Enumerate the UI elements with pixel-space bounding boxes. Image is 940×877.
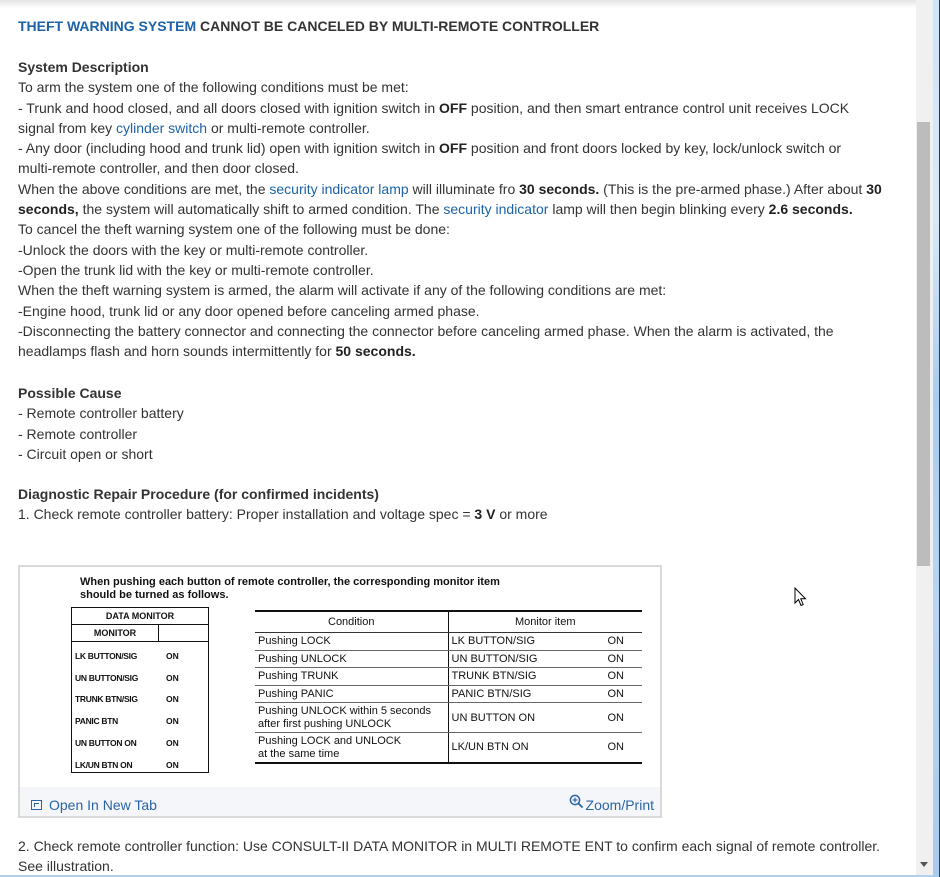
condition-cell [255,733,448,763]
mouse-cursor-icon [794,587,808,608]
diagnostic-step-2: 2. Check remote controller function: Use CONSULT-II DATA MONITOR in MULTI REMOTE ENT to confirm each signal of remote controller. [18,838,881,854]
data-monitor-rows [72,642,208,776]
state-cell: ON [585,668,642,686]
table-row [255,685,642,703]
zoom-print-label: Zoom/Print [585,797,654,813]
data-monitor-row [72,689,208,711]
table-row [255,668,642,686]
bold-text: 30 seconds. [519,180,600,197]
state-cell: ON [585,703,642,733]
bold-text: OFF [439,140,468,157]
condition-header: Condition [255,611,448,633]
open-in-new-tab-button[interactable] [31,795,157,815]
new-tab-icon [31,800,42,810]
figure-footer [20,791,660,816]
text: (This is the pre-armed phase.) After about [599,180,867,197]
bold-text: 2.6 seconds. [768,201,853,218]
arm-condition-1 [18,98,898,118]
data-monitor-panel [71,607,209,773]
table-row [255,733,642,763]
table-row [255,633,642,651]
data-monitor-row [72,645,208,667]
illustration-figure [18,565,662,818]
monitor-name: LK BUTTON/SIG [75,650,138,661]
possible-cause-heading: Possible Cause [18,385,122,401]
bold-text: seconds, [18,201,79,218]
text: position, and then smart entrance control unit receives LOCK [467,99,850,116]
system-description-heading: System Description [18,59,149,75]
monitor-value: ON [166,716,179,727]
diagnostic-section [18,484,898,525]
condition-line: Pushing LOCK and UNLOCK [258,735,402,748]
condition-cell [255,703,448,733]
bold-text: 50 seconds. [335,343,416,360]
alarm-item-2: -Disconnecting the battery connector and connecting the connector before canceling armed phase. When the alarm is activated, the [18,322,834,339]
caption-line: should be turned as follows. [80,589,229,601]
cancel-item-2: -Open the trunk lid with the key or multi-remote controller. [18,261,374,278]
monitor-name: PANIC BTN [75,716,118,727]
document-content [18,0,908,877]
vertical-scrollbar[interactable] [916,0,933,877]
cancel-intro: To cancel the theft warning system one of the following must be done: [18,221,450,238]
zoom-in-icon [569,794,584,809]
caption-line: When pushing each button of remote controller, the corresponding monitor item [80,576,500,588]
monitor-value: ON [166,650,179,661]
condition-cell: Pushing TRUNK [255,668,448,686]
monitor-item-cell: LK/UN BTN ON [448,733,585,763]
text: When the above conditions are met, the [18,180,270,197]
bold-text: 30 [866,180,882,197]
window-frame-edge [933,0,940,877]
diagnostic-step-2-cont: See illustration. [18,858,114,875]
arm-condition-2 [18,138,898,158]
illustration-image[interactable] [20,567,660,787]
condition-cell: Pushing UNLOCK [255,650,448,668]
page-title [18,16,599,36]
state-cell: ON [585,650,642,668]
alarm-item-1: -Engine hood, trunk lid or any door opened before canceling armed phase. [18,302,480,319]
diagnostic-heading: Diagnostic Repair Procedure (for confirmed incidents) [18,486,379,502]
text: will illuminate fro [408,180,520,197]
text: or more [495,506,548,523]
data-monitor-header [72,625,208,642]
arm-condition-2-cont: multi-remote controller, and then door closed. [18,160,299,177]
monitor-name: UN BUTTON/SIG [75,672,139,683]
cause-item: - Remote controller battery [18,405,184,422]
monitor-name: UN BUTTON ON [75,737,137,748]
figure-caption [80,576,500,602]
state-cell: ON [585,685,642,703]
monitor-value: ON [166,694,179,705]
text: 1. Check remote controller battery: Proper installation and voltage spec = [18,506,475,523]
alarm-item-2-cont [18,341,898,361]
security-indicator-lamp-link[interactable]: security indicator lamp [269,180,409,197]
data-monitor-row [72,754,208,776]
zoom-print-button[interactable] [569,795,654,815]
text: position and front doors locked by key, lock/unlock switch or [467,140,842,157]
table-row [255,650,642,668]
arm-condition-1-cont [18,118,898,138]
cause-item: - Circuit open or short [18,445,153,462]
text: - Trunk and hood closed, and all doors closed with ignition switch in [18,99,440,116]
text: the system will automatically shift to armed condition. The [78,201,444,218]
open-in-new-tab-label: Open In New Tab [49,797,157,813]
cause-item: - Remote controller [18,425,138,442]
text: lamp will then begin blinking every [548,201,769,218]
possible-cause-section [18,383,898,464]
cylinder-switch-link[interactable]: cylinder switch [116,119,208,136]
armed-line-2 [18,199,898,219]
text: or multi-remote controller. [207,119,370,136]
monitor-value: ON [166,672,179,683]
data-monitor-title: DATA MONITOR [72,608,208,625]
data-monitor-row [72,667,208,689]
condition-line: Pushing UNLOCK within 5 seconds [258,705,432,718]
monitor-item-cell: UN BUTTON ON [448,703,585,733]
system-description-section [18,57,898,361]
monitor-name: TRUNK BTN/SIG [75,694,138,705]
bold-text: 3 V [474,506,496,523]
monitor-item-cell: TRUNK BTN/SIG [448,668,585,686]
monitor-item-cell: UN BUTTON/SIG [448,650,585,668]
diagnostic-step-1 [18,504,898,524]
condition-cell: Pushing LOCK [255,633,448,651]
text: headlamps flash and horn sounds intermittently for [18,343,336,360]
alarm-intro: When the theft warning system is armed, the alarm will activate if any of the following conditions are met: [18,282,667,299]
condition-cell: Pushing PANIC [255,685,448,703]
state-cell: ON [585,633,642,651]
title-link[interactable]: THEFT WARNING SYSTEM [18,18,197,34]
monitor-column-header: MONITOR [72,625,159,641]
arm-intro: To arm the system one of the following conditions must be met: [18,79,409,96]
monitor-item-cell: LK BUTTON/SIG [448,633,585,651]
diagnostic-step-2-section [18,836,898,877]
armed-line-1 [18,179,898,199]
condition-table-header [255,611,642,633]
monitor-item-cell: PANIC BTN/SIG [448,685,585,703]
condition-line: at the same time [258,747,340,760]
scroll-down-arrow-icon[interactable] [920,862,928,867]
monitor-value: ON [166,759,179,770]
table-row [255,703,642,733]
top-shadow [0,0,916,8]
title-rest: CANNOT BE CANCELED BY MULTI-REMOTE CONTROLLER [196,18,600,34]
condition-line: after first pushing UNLOCK [258,717,392,730]
text: - Any door (including hood and trunk lid) open with ignition switch in [18,140,440,157]
text: signal from key [18,119,117,136]
monitor-item-header: Monitor item [448,611,642,633]
data-monitor-row [72,710,208,732]
security-indicator-link[interactable]: security indicator [443,201,549,218]
state-cell: ON [585,733,642,763]
cancel-item-1: -Unlock the doors with the key or multi-remote controller. [18,241,369,258]
bold-text: OFF [439,99,468,116]
monitor-name: LK/UN BTN ON [75,759,133,770]
condition-table [255,610,642,764]
scrollbar-thumb[interactable] [917,122,930,566]
data-monitor-row [72,732,208,754]
monitor-value: ON [166,737,179,748]
